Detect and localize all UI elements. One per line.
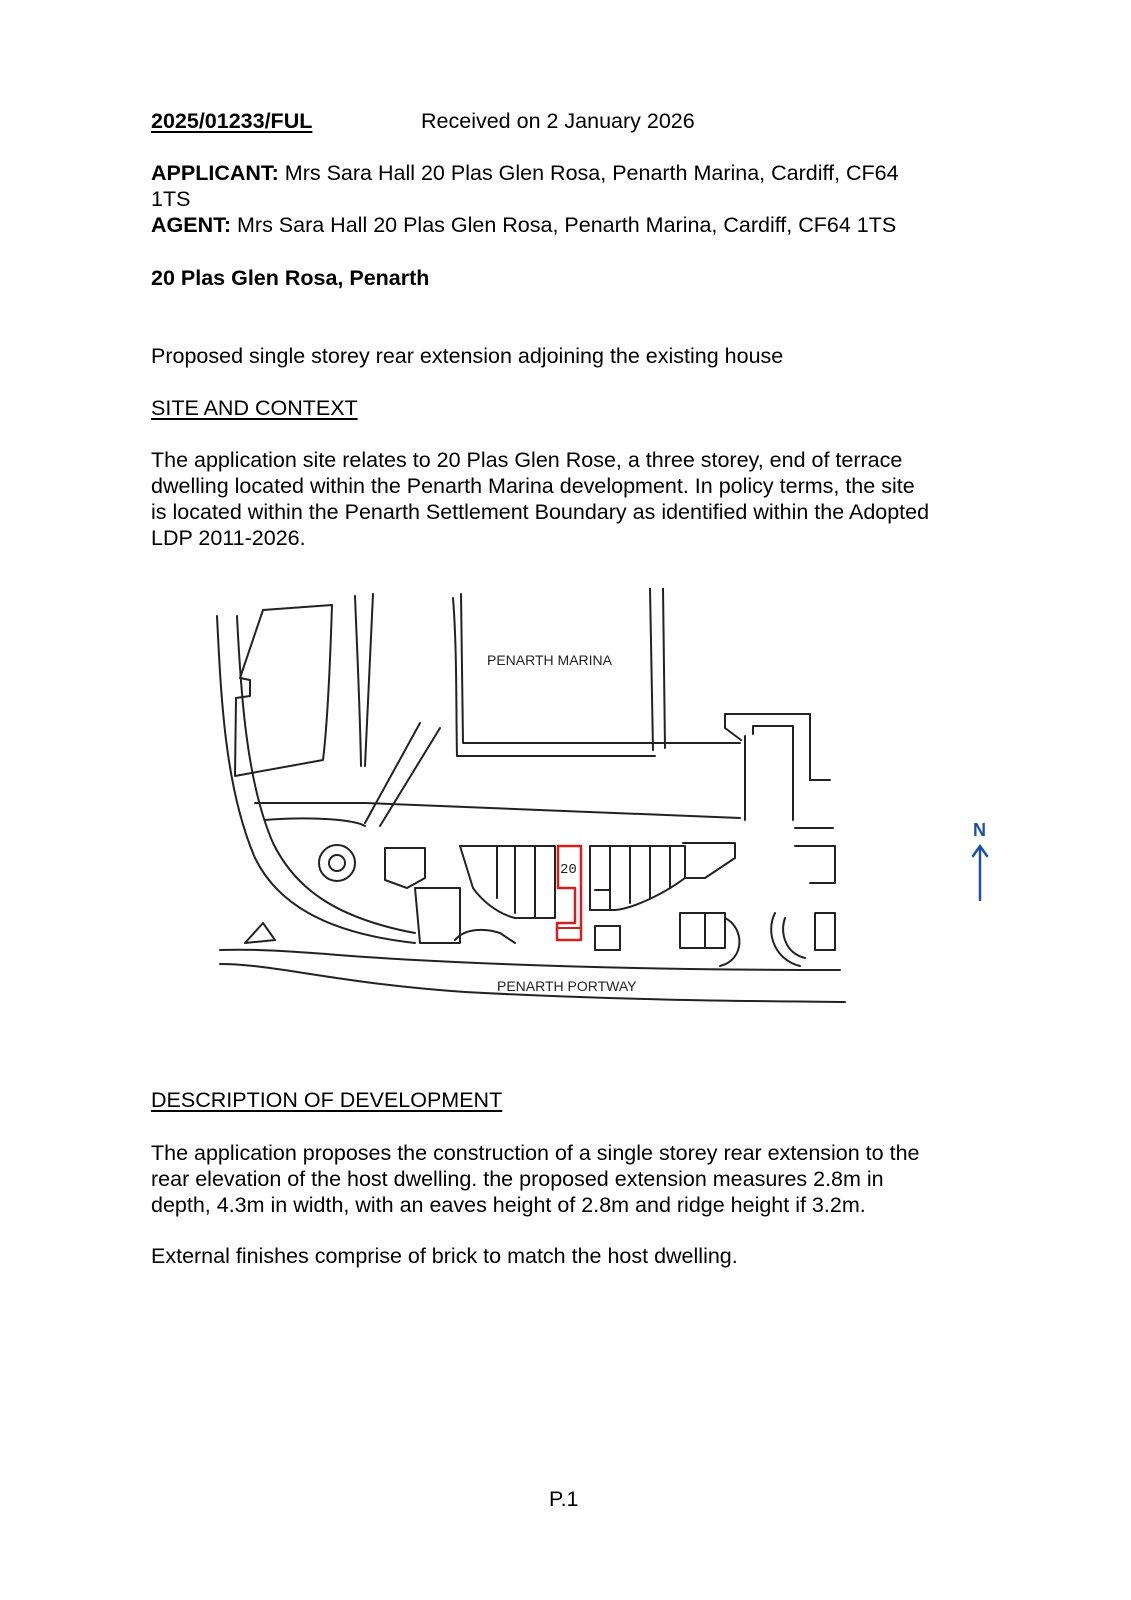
applicant-text: Mrs Sara Hall 20 Plas Glen Rosa, Penarth Marina, Cardiff, CF64 [278,161,899,185]
site-location-plan [215,588,870,1028]
central-road-west-2 [365,594,373,766]
marina-edge [650,588,653,750]
north-arrow-icon [973,846,987,900]
central-road-east-2 [461,594,740,743]
block-f [815,913,835,950]
site-address: 20 Plas Glen Rosa, Penarth [151,266,430,290]
middle-road-north [255,803,740,818]
plot-20-neighbour [595,926,620,950]
development-body [151,1140,919,1218]
finishes-text: External finishes comprise of brick to match the host dwelling. [151,1244,738,1268]
terrace-west [460,846,555,918]
frontage-curve [455,930,515,943]
block-a [385,848,425,888]
frontage-curve-2 [720,918,739,966]
block-d2 [705,913,725,948]
middle-road-south [265,818,365,826]
block-c [683,843,735,878]
page-number: P.1 [549,1487,579,1511]
block-b [415,888,460,943]
east-block-3 [753,726,793,820]
block-e [795,846,835,883]
left-road-inner [237,616,415,933]
marina-edge-2 [663,588,665,748]
agent-text: Mrs Sara Hall 20 Plas Glen Rosa, Penarth Marina, Cardiff, CF64 1TS [231,213,897,237]
site-context-line: LDP 2011-2026. [151,526,306,550]
island [245,923,275,943]
terrace-lines [497,846,535,918]
development-line: The application proposes the construction of a single storey rear extension to the [151,1141,920,1165]
label-marina: PENARTH MARINA [487,652,612,668]
north-letter: N [973,820,986,840]
agent-label: AGENT: [151,213,232,237]
north-arrow [965,818,995,902]
plot-number: 20 [560,862,577,878]
applicant-line [151,160,899,186]
east-block-2 [725,714,810,780]
received-date: Received on 2 January 2026 [421,109,695,133]
site-context-line: dwelling located within the Penarth Marina development. In policy terms, the site [151,474,915,498]
applicant-line-2: 1TS [151,187,191,211]
development-line: depth, 4.3m in width, with an eaves height of 2.8m and ridge height if 3.2m. [151,1193,866,1217]
terrace-lines-2 [610,846,670,910]
site-context-line: is located within the Penarth Settlement Boundary as identified within the Adopted [151,500,930,524]
central-road-east [453,598,655,756]
roundabout [319,845,355,881]
label-portway: PENARTH PORTWAY [497,978,637,994]
central-road-west [355,596,361,766]
block-d [680,913,705,948]
site-context-line: The application site relates to 20 Plas Glen Rose, a three storey, end of terrace [151,448,903,472]
plot-20-highlight [557,846,581,940]
site-context-body [151,447,929,551]
agent-line [151,212,896,238]
application-reference: 2025/01233/FUL [151,109,313,133]
roundabout-centre [329,855,345,871]
frontage-curve-4 [783,918,805,958]
development-line: rear elevation of the host dwelling. the proposed extension measures 2.8m in [151,1167,884,1191]
portway-north [220,950,840,970]
site-context-heading: SITE AND CONTEXT [151,396,358,420]
development-heading: DESCRIPTION OF DEVELOPMENT [151,1088,503,1112]
applicant-label: APPLICANT: [151,161,279,185]
proposal-text: Proposed single storey rear extension adjoining the existing house [151,344,784,368]
